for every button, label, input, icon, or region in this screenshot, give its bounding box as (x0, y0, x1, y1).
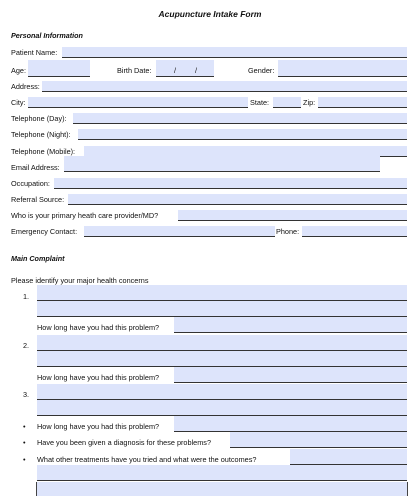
bullet: • (23, 455, 26, 464)
city-field[interactable] (28, 97, 248, 108)
gender-field[interactable] (278, 60, 407, 77)
how-long-field-3[interactable] (174, 416, 407, 432)
zip-field[interactable] (318, 97, 407, 108)
email-field[interactable] (64, 156, 380, 172)
birth-date-label: Birth Date: (117, 66, 152, 75)
telephone-night-field[interactable] (78, 129, 407, 140)
city-label: City: (11, 98, 26, 107)
age-label: Age: (11, 66, 27, 75)
occupation-label: Occupation: (11, 179, 50, 188)
bullet: • (23, 438, 26, 447)
diagnosis-field[interactable] (230, 432, 407, 448)
health-concerns-intro: Please identify your major health concerns (11, 276, 149, 285)
email-label: Email Address: (11, 163, 60, 172)
concern-3-number: 3. (23, 390, 30, 399)
emergency-contact-label: Emergency Contact: (11, 227, 78, 236)
zip-label: Zip: (303, 98, 316, 107)
treatments-label: What other treatments have you tried and what were the outcomes? (37, 455, 257, 464)
concern-2-field[interactable] (37, 335, 407, 351)
state-label: State: (250, 98, 270, 107)
treatments-field[interactable] (37, 482, 407, 496)
diagnosis-label: Have you been given a diagnosis for these problems? (37, 438, 212, 447)
address-field[interactable] (42, 81, 407, 92)
age-field[interactable] (28, 60, 90, 77)
field-frame-line (407, 482, 408, 496)
concern-2-number: 2. (23, 341, 30, 350)
treatments-field[interactable] (290, 449, 407, 465)
telephone-day-label: Telephone (Day): (11, 114, 67, 123)
treatments-field[interactable] (37, 465, 407, 481)
gender-label: Gender: (248, 66, 275, 75)
concern-1-field[interactable] (37, 285, 407, 301)
state-field[interactable] (273, 97, 301, 108)
patient-name-label: Patient Name: (11, 48, 58, 57)
how-long-field-1[interactable] (174, 317, 407, 333)
telephone-day-field[interactable] (73, 113, 407, 124)
how-long-label: How long have you had this problem? (37, 373, 160, 382)
emergency-contact-field[interactable] (84, 226, 275, 237)
concern-2-field[interactable] (37, 351, 407, 367)
telephone-mobile-label: Telephone (Mobile): (11, 147, 76, 156)
birth-date-separator: / (195, 66, 198, 75)
patient-name-field[interactable] (62, 47, 407, 58)
primary-provider-field[interactable] (178, 210, 407, 221)
form-title: Acupuncture Intake Form (158, 9, 262, 19)
telephone-night-label: Telephone (Night): (11, 130, 71, 139)
concern-3-field[interactable] (37, 400, 407, 416)
how-long-field-2[interactable] (174, 367, 407, 383)
primary-provider-label: Who is your primary heath care provider/MD? (11, 211, 159, 220)
address-label: Address: (11, 82, 40, 91)
section-personal-information: Personal Information (11, 31, 83, 40)
concern-3-field[interactable] (37, 384, 407, 400)
concern-1-number: 1. (23, 292, 30, 301)
phone-field[interactable] (302, 226, 407, 237)
birth-date-separator: / (174, 66, 177, 75)
how-long-label: How long have you had this problem? (37, 323, 160, 332)
how-long-label: How long have you had this problem? (37, 422, 160, 431)
referral-source-field[interactable] (68, 194, 407, 205)
concern-1-field[interactable] (37, 301, 407, 317)
occupation-field[interactable] (54, 178, 407, 189)
phone-label: Phone: (276, 227, 300, 236)
field-frame-line (36, 482, 37, 496)
referral-source-label: Referral Source: (11, 195, 65, 204)
bullet: • (23, 422, 26, 431)
birth-date-field[interactable] (156, 60, 214, 77)
section-main-complaint: Main Complaint (11, 254, 65, 263)
